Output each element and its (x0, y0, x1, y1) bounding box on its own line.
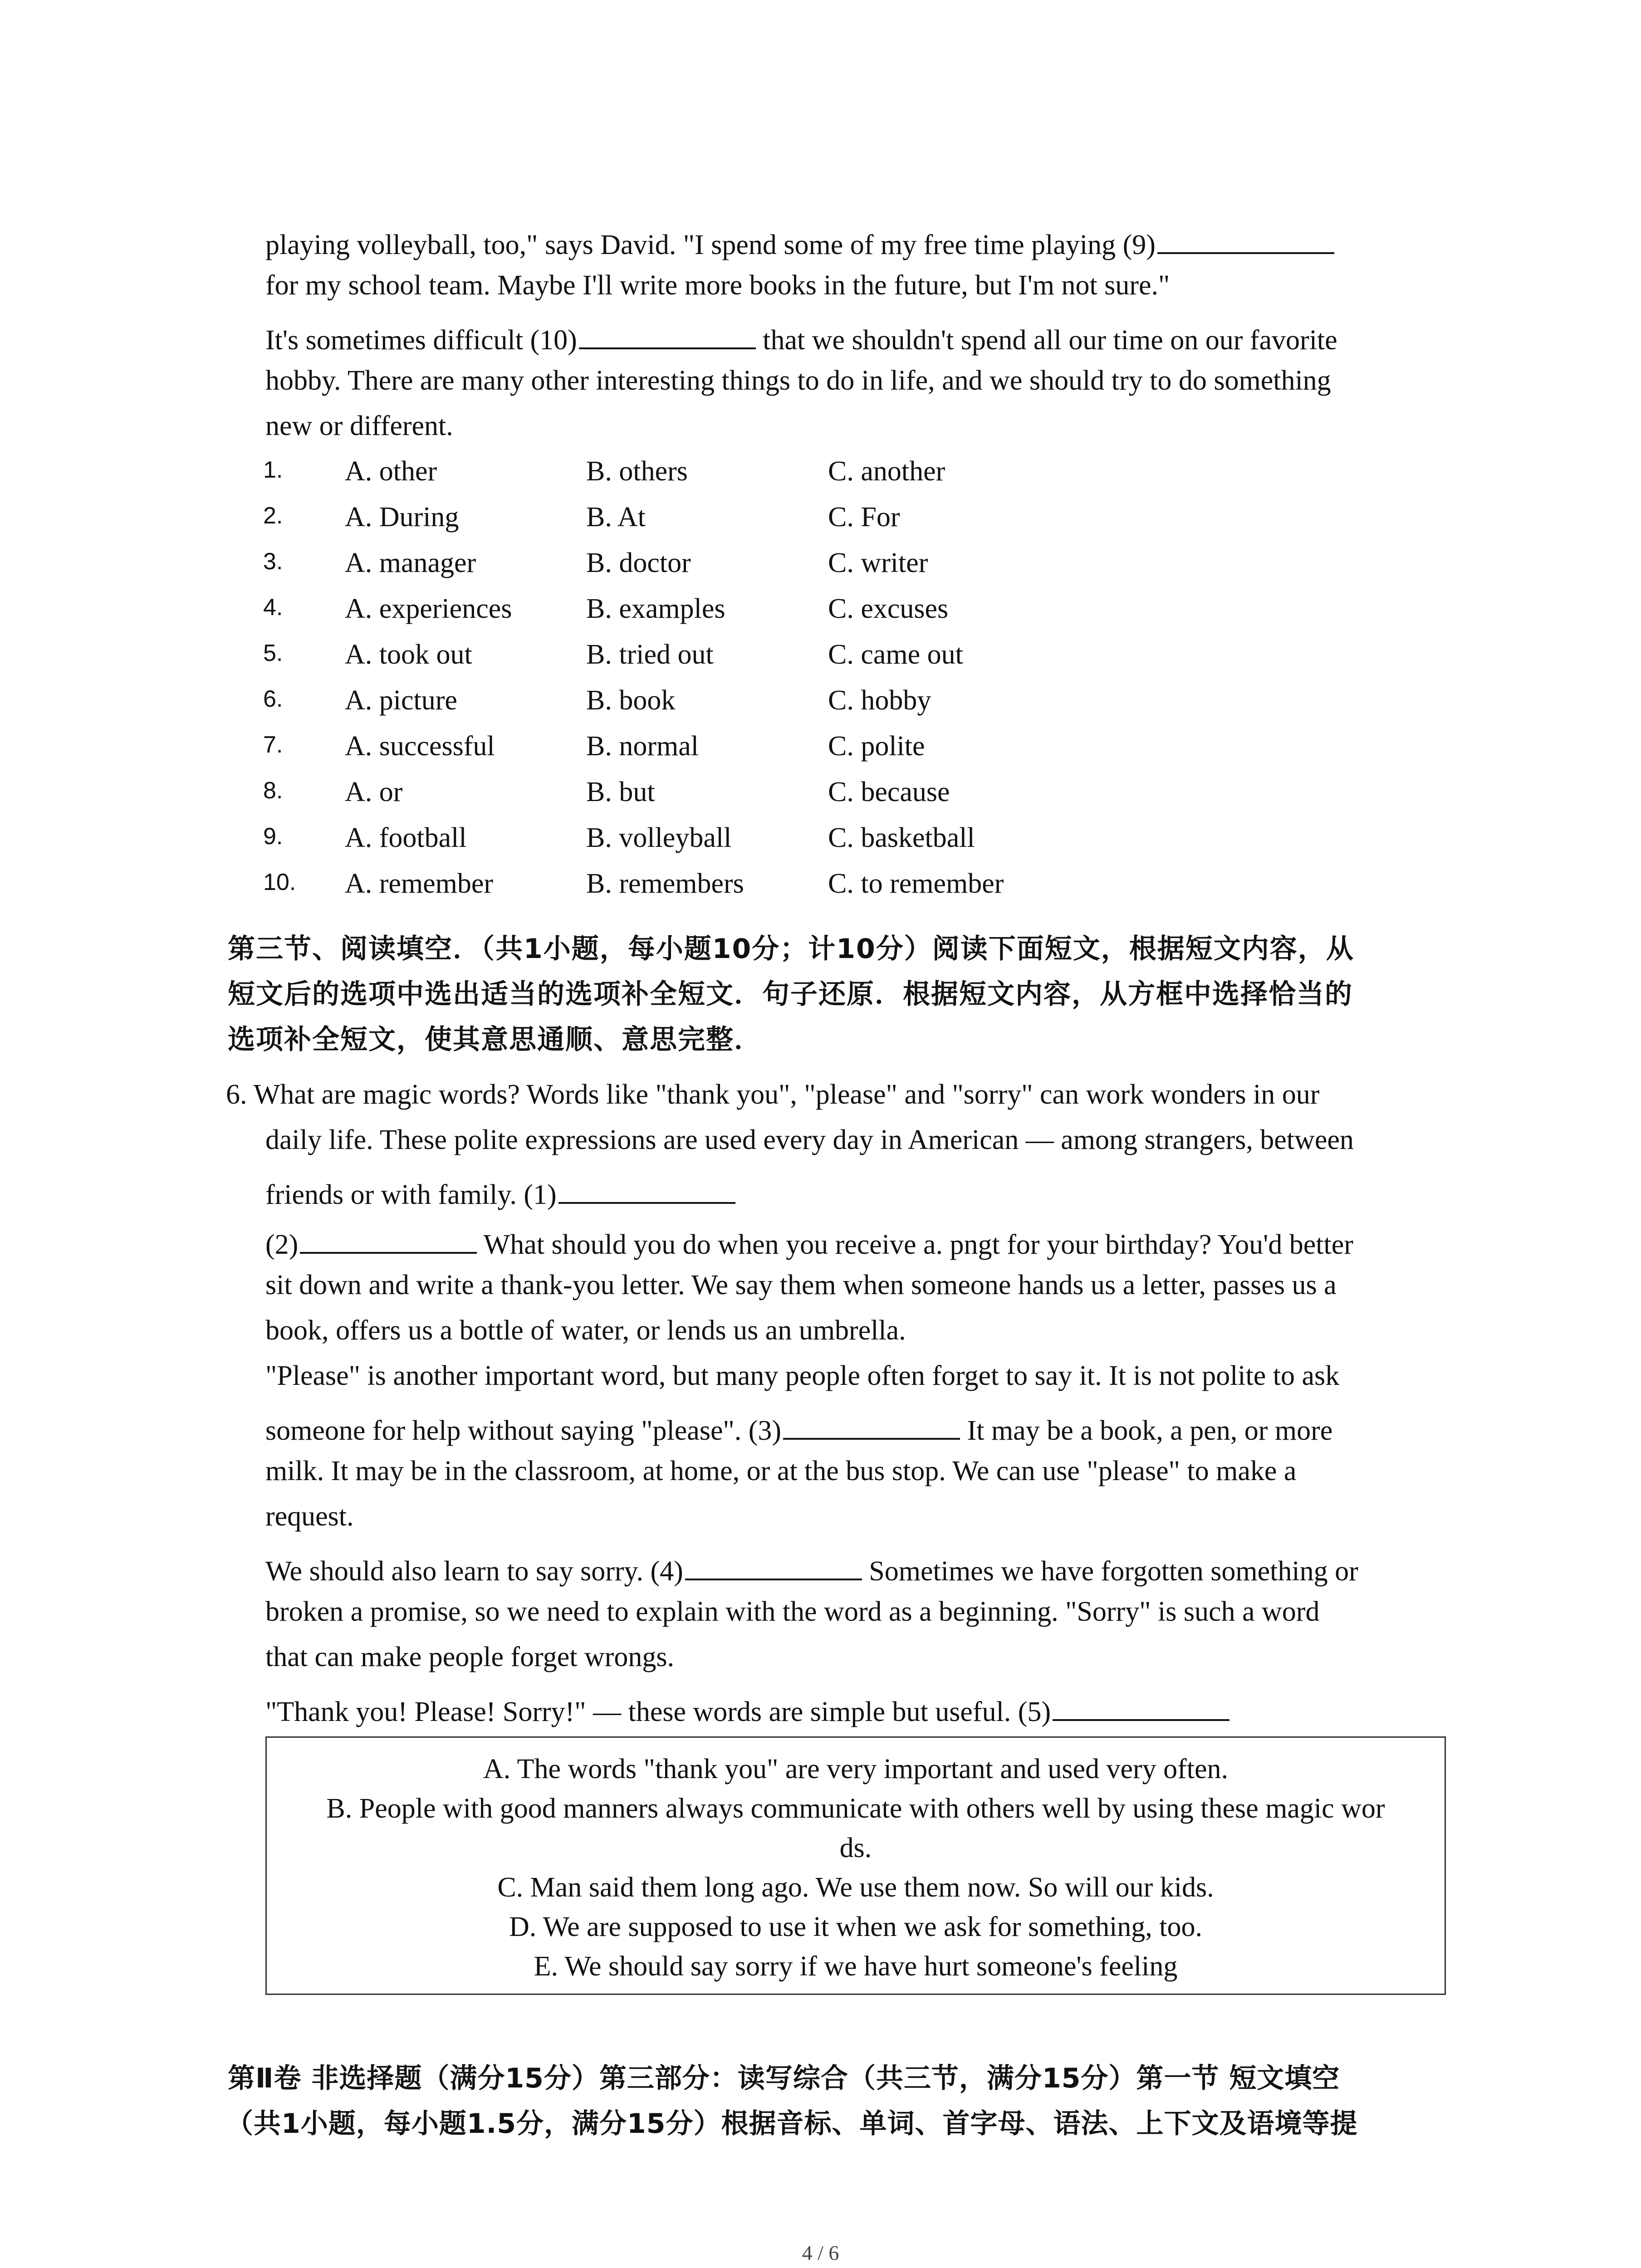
passage-line-3: It's sometimes difficult (10) that we shouldn't spend all our time on our favorite (265, 321, 1337, 354)
q6-line-8: someone for help without saying "please". (3) It may be a book, a pen, or more (265, 1412, 1332, 1445)
q6-line-4: (2) What should you do when you receive a. pngt for your birthday? You'd better (265, 1226, 1353, 1259)
blank-1 (558, 1176, 735, 1204)
q6-line-10: request. (265, 1501, 354, 1532)
q6-line-5: sit down and write a thank-you letter. We say them when someone hands us a letter, passes us a (265, 1270, 1337, 1300)
blank-5 (1053, 1693, 1230, 1721)
choice-e: E. We should say sorry if we have hurt someone's feeling (534, 1951, 1178, 1982)
choice-d: D. We are supposed to use it when we ask for something, too. (509, 1911, 1203, 1942)
blank-9 (1157, 226, 1334, 254)
page-number: 4 / 6 (802, 2241, 839, 2264)
choice-c: C. Man said them long ago. We use them now. So will our kids. (497, 1872, 1214, 1903)
q6-line-1: 6. What are magic words? Words like "thank you", "please" and "sorry" can work wonders in our (226, 1079, 1320, 1110)
passage-line-2: for my school team. Maybe I'll write more books in the future, but I'm not sure." (265, 270, 1170, 301)
passage-line-4: hobby. There are many other interesting things to do in life, and we should try to do something (265, 365, 1331, 396)
section3-heading-line-1: 第三节、阅读填空．（共1小题，每小题10分；计10分）阅读下面短文，根据短文内容，从 (228, 933, 1354, 965)
q6-line-9: milk. It may be in the classroom, at home, or at the bus stop. We can use "please" to make a (265, 1456, 1297, 1486)
q6-line-11: We should also learn to say sorry. (4) Sometimes we have forgotten something or (265, 1552, 1358, 1585)
q6-line-13: that can make people forget wrongs. (265, 1642, 674, 1672)
section3-heading-line-3: 选项补全短文，使其意思通顺、意思完整． (228, 1024, 762, 1056)
passage-line-1: playing volleyball, too," says David. "I spend some of my free time playing (9) (265, 226, 1334, 259)
q6-line-3: friends or with family. (1) (265, 1176, 735, 1209)
choice-a: A. The words "thank you" are very important and used very often. (483, 1754, 1229, 1784)
blank-10 (579, 321, 756, 349)
q6-line-6: book, offers us a bottle of water, or lends us an umbrella. (265, 1315, 906, 1346)
exam-page: playing volleyball, too," says David. "I spend some of my free time playing (9) for my school team. Maybe I'll write more books in the future, but I'm not sure." It's sometimes difficult (10) that we shouldn't spend all our time on our favorite hobby. There are many other interesting things to do in life, and we should try to do something new or different. 1. A. other B. others C. another 2. A. During B. At C. For 3. A. manager B. doctor C. writer 4. A. experiences B. examples C. excuses 5. A. took out B. tried out C. came out 6. A. picture B. book C. hobby 7. A. successful B. normal C. polite 8. A. or B. but C. because 9. A. football B. volleyball C. basketball 10. A. remember B. remembers C. to remember 第三节、阅读填空．（共1小题，每小题10分；计10分）阅读下面短文，根据短文内容，从 短文后的选项中选出适当的选项补全短文．句子还原．根据短文内容，从方框中选择恰当的 选项补全短文，使其意思通顺、意思完整． 6. What are magic words? Words like "thank you", "please" and "sorry" can work wonders in our daily life. These polite expressions are used every day in American — among strangers, between friends or with family. (1) (2) What should you do when you receive a. pngt for your birthday? You'd better sit down and write a thank-you letter. We say them when someone hands us a letter, passes us a book, offers us a bottle of water, or lends us an umbrella. "Please" is another important word, but many people often forget to say it. It is not polite to ask someone for help without saying "please". (3) It may be a book, a pen, or more milk. It may be in the classroom, at home, or at the bus stop. We can use "please" to make a request. We should also learn to say sorry. (4) Sometimes we have forgotten something or broken a promise, so we need to explain with the word as a beginning. "Sorry" is such a word that can make people forget wrongs. "Thank you! Please! Sorry!" — these words are simple but useful. (5) A. The words "thank you" are very important and used very often. B. People with good manners always communicate with others well by using these magic wor ds. C. Man said them long ago. We use them now. So will our kids. D. We are supposed to use it when we ask for something, too. E. We should say sorry if we have hurt someone's feeling 第Ⅱ卷 非选择题（满分15分）第三部分：读写综合（共三节，满分15分）第一节 短文填空 （共1小题，每小题1.5分，满分15分）根据音标、单词、首字母、语法、上下文及语境等提 4 / 6 (0, 0, 1641, 2268)
choice-b-line-1: B. People with good manners always communicate with others well by using these magic wor (326, 1793, 1385, 1824)
q6-line-14: "Thank you! Please! Sorry!" — these words are simple but useful. (5) (265, 1693, 1230, 1726)
passage-line-5: new or different. (265, 411, 453, 441)
choice-b-line-2: ds. (839, 1833, 872, 1863)
q6-line-12: broken a promise, so we need to explain with the word as a beginning. "Sorry" is such a word (265, 1596, 1320, 1627)
blank-2 (300, 1226, 477, 1254)
part2-heading-line-1: 第Ⅱ卷 非选择题（满分15分）第三部分：读写综合（共三节，满分15分）第一节 短文填空 (228, 2063, 1340, 2094)
choices-box (265, 1736, 1446, 1995)
blank-4 (685, 1552, 862, 1580)
section3-heading-line-2: 短文后的选项中选出适当的选项补全短文．句子还原．根据短文内容，从方框中选择恰当的 (228, 978, 1353, 1010)
blank-3 (783, 1412, 960, 1440)
q6-line-2: daily life. These polite expressions are used every day in American — among strangers, between (265, 1124, 1354, 1155)
q6-line-7: "Please" is another important word, but many people often forget to say it. It is not polite to ask (265, 1360, 1340, 1391)
part2-heading-line-2: （共1小题，每小题1.5分，满分15分）根据音标、单词、首字母、语法、上下文及语境等提 (226, 2108, 1358, 2140)
